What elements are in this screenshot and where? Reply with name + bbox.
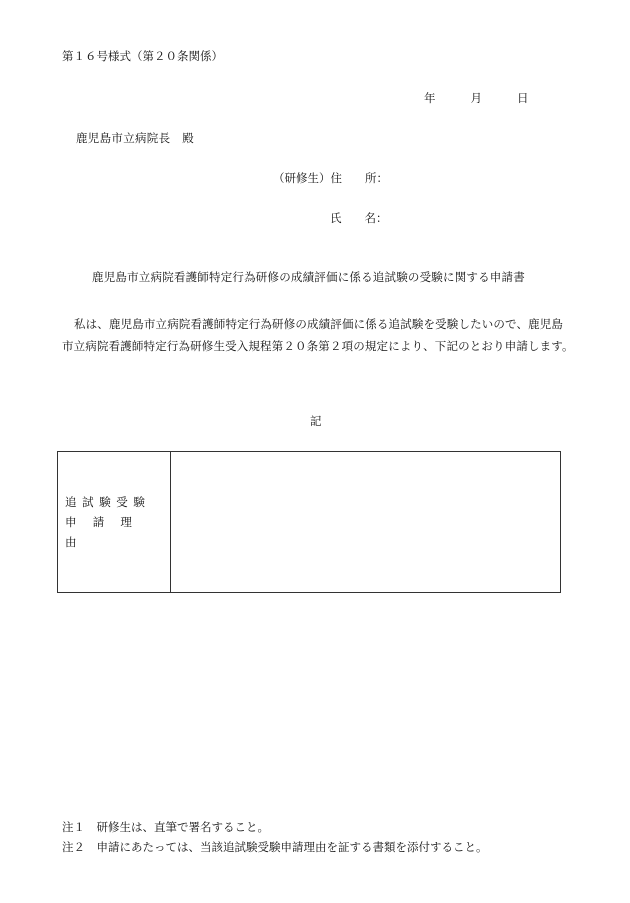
address-label: 住 所：	[330, 171, 388, 185]
reason-table	[57, 451, 561, 593]
reason-label-line1: 追試験受験	[65, 495, 151, 509]
applicant-role: （研修生）	[273, 171, 331, 185]
form-number: 第１６号様式（第２０条関係）	[62, 49, 223, 63]
date-day-label: 日	[517, 91, 529, 105]
name-label: 氏 名：	[330, 211, 388, 225]
ki-heading: 記	[310, 414, 322, 428]
applicant-address-row	[273, 173, 388, 185]
reason-label-cell	[58, 452, 171, 592]
date-month-label: 月	[470, 91, 482, 105]
reason-value-cell[interactable]	[171, 452, 560, 592]
recipient: 鹿児島市立病院長 殿	[76, 131, 194, 145]
document-title: 鹿児島市立病院看護師特定行為研修の成績評価に係る追試験の受験に関する申請書	[92, 270, 525, 284]
body-paragraph: 私は、鹿児島市立病院看護師特定行為研修の成績評価に係る追試験を受験したいので、鹿児島市立病院看護師特定行為研修生受入規程第２０条第２項の規定により、下記のとおり申請します。	[62, 317, 574, 353]
applicant-name-row	[330, 213, 388, 225]
note-2: 注２ 申請にあたっては、当該追試験受験申請理由を証する書類を添付すること。	[62, 840, 488, 854]
date-year-label: 年	[424, 91, 436, 105]
reason-label-line2: 申請理由	[65, 515, 149, 549]
date-line	[424, 93, 529, 105]
note-1: 注１ 研修生は、直筆で署名すること。	[62, 820, 269, 834]
